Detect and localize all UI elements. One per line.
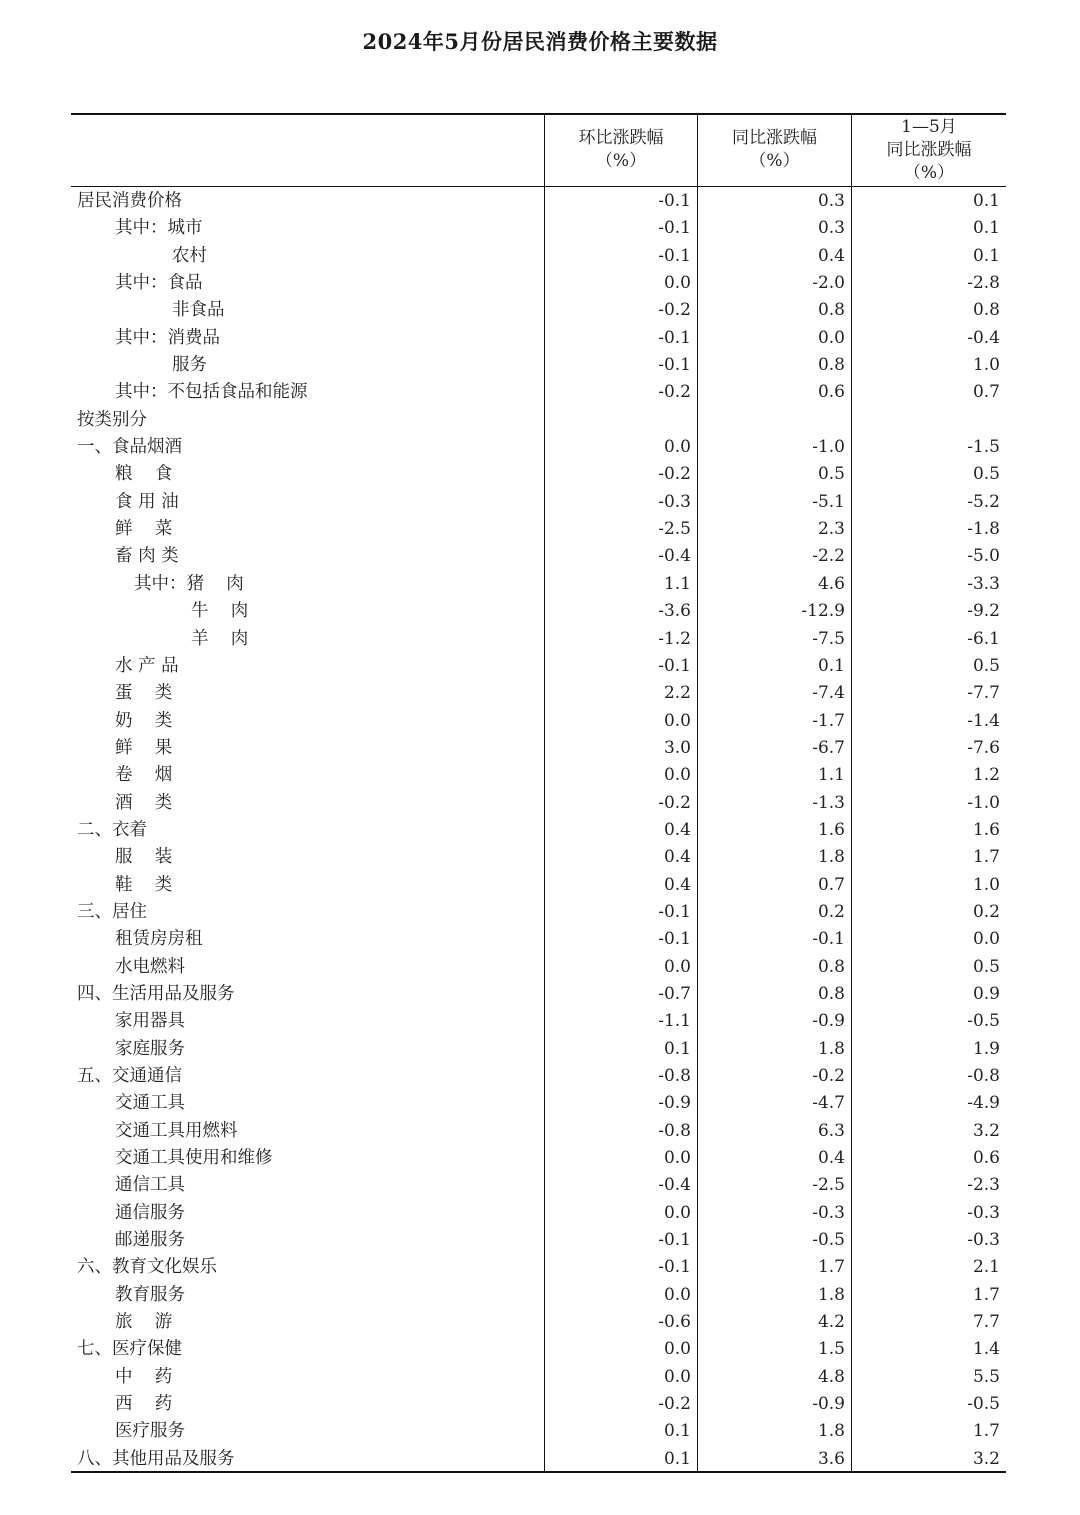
row-yoy-value: 4.6 [817, 573, 845, 594]
row-label: 五、交通通信 [77, 1066, 182, 1086]
row-ytd-value: -1.8 [967, 519, 1000, 540]
row-ytd-value: -2.8 [967, 273, 1000, 294]
row-label: 水电燃料 [115, 956, 185, 977]
row-mom-value: -0.2 [658, 792, 691, 813]
row-yoy-value: 0.8 [817, 355, 845, 376]
table-row [71, 1008, 1006, 1035]
row-yoy-value: -1.7 [812, 710, 845, 731]
table-row [71, 598, 1006, 625]
row-ytd-value: 1.7 [972, 1421, 1000, 1442]
row-mom-value: -0.1 [658, 191, 691, 211]
row-label: 旅 游 [115, 1312, 173, 1333]
row-mom-value: 0.4 [663, 874, 691, 895]
table-row [71, 1172, 1006, 1199]
row-yoy-value: 4.8 [817, 1366, 845, 1387]
table-header-rule [71, 186, 1006, 187]
row-label: 粮 食 [115, 464, 173, 485]
table-row [71, 516, 1006, 543]
table-row [71, 1118, 1006, 1145]
row-mom-value: 0.0 [663, 1284, 691, 1305]
page-title: 2024年5月份居民消费价格主要数据 [362, 29, 718, 54]
row-label: 交通工具 [115, 1093, 185, 1114]
table-row [71, 926, 1006, 953]
row-mom-value: -0.1 [658, 901, 691, 922]
table-row [71, 899, 1006, 926]
row-mom-value: 0.0 [663, 765, 691, 786]
row-ytd-value: 0.1 [972, 218, 1000, 239]
row-label: 七、医疗保健 [77, 1339, 182, 1360]
row-label: 中 药 [115, 1366, 173, 1387]
header-ytd-unit: （%） [903, 162, 955, 183]
row-ytd-value: 1.9 [972, 1038, 1000, 1059]
table-row [71, 626, 1006, 653]
table-row [71, 708, 1006, 735]
row-label: 牛 肉 [191, 601, 249, 622]
row-label: 非食品 [172, 300, 225, 321]
row-yoy-value: 4.2 [817, 1312, 845, 1333]
table-row [71, 1090, 1006, 1117]
table-row [71, 1227, 1006, 1254]
row-ytd-value: -1.4 [967, 710, 1000, 731]
row-label: 其中：城市 [115, 218, 203, 239]
row-ytd-value: 0.0 [972, 929, 1000, 950]
row-yoy-value: 0.4 [817, 1148, 845, 1169]
row-mom-value: -0.1 [658, 655, 691, 676]
table-row [71, 1254, 1006, 1281]
row-ytd-value: 1.6 [972, 819, 1000, 840]
table-row [71, 215, 1006, 242]
row-label: 邮递服务 [115, 1230, 185, 1251]
row-yoy-value: 0.7 [817, 874, 845, 895]
table-row [71, 1063, 1006, 1090]
table-row [71, 1446, 1006, 1473]
row-label: 鲜 菜 [115, 519, 173, 540]
row-ytd-value: 0.7 [972, 382, 1000, 403]
row-label: 鲜 果 [115, 737, 173, 758]
table-row [71, 407, 1006, 434]
row-mom-value: 1.1 [663, 573, 691, 594]
table-row [71, 1336, 1006, 1363]
row-label: 畜 肉 类 [115, 546, 179, 567]
row-ytd-value: 0.5 [972, 956, 1000, 977]
table-row [71, 571, 1006, 598]
row-yoy-value: 1.1 [817, 765, 845, 786]
row-yoy-value: -6.7 [812, 737, 845, 758]
row-ytd-value: 1.7 [972, 847, 1000, 868]
row-label: 服 装 [115, 847, 173, 868]
row-mom-value: -0.8 [658, 1066, 691, 1086]
row-mom-value: -0.1 [658, 929, 691, 950]
row-label: 其中：消费品 [115, 327, 220, 348]
row-ytd-value: 7.7 [972, 1312, 1000, 1333]
row-mom-value: -2.5 [658, 519, 691, 540]
table-row [71, 188, 1006, 215]
row-yoy-value: 1.5 [817, 1339, 845, 1360]
row-yoy-value: -0.9 [812, 1394, 845, 1415]
table-body [71, 188, 1006, 1473]
row-ytd-value: 5.5 [972, 1366, 1000, 1387]
row-ytd-value: 2.1 [972, 1257, 1000, 1278]
table-row [71, 1309, 1006, 1336]
header-mom-unit: （%） [595, 151, 647, 171]
table-row [71, 270, 1006, 297]
table-row [71, 434, 1006, 461]
table-row [71, 379, 1006, 406]
row-mom-value: -1.1 [658, 1011, 691, 1032]
row-label: 蛋 类 [115, 683, 173, 704]
table-row [71, 1364, 1006, 1391]
row-yoy-value [698, 407, 845, 434]
row-label: 通信工具 [115, 1175, 185, 1196]
table-row [71, 653, 1006, 680]
row-label: 居民消费价格 [77, 191, 182, 211]
row-ytd-value: -1.0 [967, 792, 1000, 813]
row-mom-value: -0.1 [658, 1230, 691, 1251]
row-mom-value: -0.1 [658, 1257, 691, 1278]
row-mom-value: 0.0 [663, 1202, 691, 1223]
table-row [71, 325, 1006, 352]
row-yoy-value: -2.5 [812, 1175, 845, 1196]
row-yoy-value: -0.5 [812, 1230, 845, 1251]
row-yoy-value: -12.9 [801, 601, 845, 622]
row-yoy-value: -0.9 [812, 1011, 845, 1032]
table-row [71, 1036, 1006, 1063]
row-yoy-value: 0.6 [817, 382, 845, 403]
table-row [71, 1145, 1006, 1172]
row-yoy-value: 1.8 [817, 1038, 845, 1059]
row-mom-value: 0.0 [663, 1339, 691, 1360]
table-row [71, 981, 1006, 1008]
row-yoy-value: -1.3 [812, 792, 845, 813]
row-ytd-value: 0.9 [972, 983, 1000, 1004]
row-ytd-value: -0.5 [967, 1394, 1000, 1415]
row-mom-value: 0.1 [663, 1448, 691, 1469]
row-ytd-value [852, 407, 1000, 434]
row-ytd-value: -3.3 [967, 573, 1000, 594]
row-mom-value: -0.9 [658, 1093, 691, 1114]
header-ytd [852, 114, 1006, 186]
row-yoy-value: 1.8 [817, 847, 845, 868]
table-row [71, 954, 1006, 981]
header-yoy-line: 同比涨跌幅 [732, 128, 817, 148]
row-mom-value [545, 407, 691, 434]
row-label: 四、生活用品及服务 [77, 983, 235, 1004]
row-mom-value: 0.0 [663, 437, 691, 458]
row-ytd-value: 0.5 [972, 464, 1000, 485]
table-row [71, 790, 1006, 817]
row-mom-value: -0.6 [658, 1312, 691, 1333]
row-mom-value: -0.1 [658, 355, 691, 376]
row-yoy-value: -7.5 [812, 628, 845, 649]
row-label: 其中：食品 [115, 273, 203, 294]
row-ytd-value: 3.2 [972, 1448, 1000, 1469]
row-label: 食 用 油 [115, 491, 179, 512]
row-mom-value: -0.2 [658, 300, 691, 321]
row-ytd-value: -0.5 [967, 1011, 1000, 1032]
row-ytd-value: 1.0 [972, 874, 1000, 895]
row-ytd-value: -5.2 [967, 491, 1000, 512]
row-mom-value: -0.1 [658, 218, 691, 239]
row-ytd-value: -7.7 [967, 683, 1000, 704]
row-yoy-value: 0.5 [817, 464, 845, 485]
row-yoy-value: -4.7 [812, 1093, 845, 1114]
table-row [71, 243, 1006, 270]
row-label: 医疗服务 [115, 1421, 185, 1442]
row-mom-value: -0.8 [658, 1120, 691, 1141]
row-ytd-value: -1.5 [967, 437, 1000, 458]
header-mom [545, 114, 697, 186]
row-mom-value: -0.4 [658, 1175, 691, 1196]
row-mom-value: 3.0 [663, 737, 691, 758]
row-ytd-value: -7.6 [967, 737, 1000, 758]
row-yoy-value: -2.0 [812, 273, 845, 294]
row-ytd-value: 1.4 [972, 1339, 1000, 1360]
row-ytd-value: -2.3 [967, 1175, 1000, 1196]
row-label: 三、居住 [77, 901, 147, 922]
row-ytd-value: 1.2 [972, 765, 1000, 786]
row-ytd-value: 0.2 [972, 901, 1000, 922]
row-label: 西 药 [115, 1394, 173, 1415]
row-yoy-value: 0.2 [817, 901, 845, 922]
table-row [71, 297, 1006, 324]
header-yoy [698, 114, 851, 186]
table-row [71, 1391, 1006, 1418]
row-yoy-value: 0.3 [817, 218, 845, 239]
row-ytd-value: 0.6 [972, 1148, 1000, 1169]
row-yoy-value: -2.2 [812, 546, 845, 567]
row-label: 其中：不包括食品和能源 [115, 382, 308, 403]
row-yoy-value: 0.3 [817, 191, 845, 211]
row-label: 交通工具用燃料 [115, 1120, 238, 1141]
row-label: 家庭服务 [115, 1038, 185, 1059]
row-label: 农村 [172, 245, 207, 266]
row-ytd-value: 0.5 [972, 655, 1000, 676]
row-mom-value: -0.3 [658, 491, 691, 512]
row-ytd-value: -0.8 [967, 1066, 1000, 1086]
row-label: 一、食品烟酒 [77, 437, 182, 458]
row-yoy-value: 0.1 [817, 655, 845, 676]
row-label: 鞋 类 [115, 874, 173, 895]
row-label: 八、其他用品及服务 [77, 1448, 235, 1469]
row-ytd-value: 0.1 [972, 191, 1000, 211]
header-ytd-period: 1—5月 [901, 116, 957, 137]
row-mom-value: 0.4 [663, 847, 691, 868]
row-ytd-value: -0.3 [967, 1202, 1000, 1223]
row-ytd-value: -4.9 [967, 1093, 1000, 1114]
row-yoy-value: 1.6 [817, 819, 845, 840]
table-row [71, 461, 1006, 488]
table-row [71, 543, 1006, 570]
row-ytd-value: -6.1 [967, 628, 1000, 649]
row-yoy-value: 0.8 [817, 956, 845, 977]
table-row [71, 844, 1006, 871]
row-mom-value: -0.1 [658, 327, 691, 348]
table-row [71, 352, 1006, 379]
table-row [71, 1418, 1006, 1445]
row-yoy-value: 1.8 [817, 1421, 845, 1442]
row-yoy-value: -0.2 [812, 1066, 845, 1086]
row-label: 通信服务 [115, 1202, 185, 1223]
header-yoy-unit: （%） [749, 151, 800, 171]
row-yoy-value: -0.3 [812, 1202, 845, 1223]
row-label: 按类别分 [77, 409, 147, 430]
row-ytd-value: 1.7 [972, 1284, 1000, 1305]
table-row [71, 817, 1006, 844]
row-yoy-value: 0.4 [817, 245, 845, 266]
row-ytd-value: -0.4 [967, 327, 1000, 348]
row-mom-value: -3.6 [658, 601, 691, 622]
row-ytd-value: -0.3 [967, 1230, 1000, 1251]
row-label: 酒 类 [115, 792, 173, 813]
row-mom-value: -1.2 [658, 628, 691, 649]
row-label: 水 产 品 [115, 655, 179, 676]
row-yoy-value: 0.8 [817, 983, 845, 1004]
row-yoy-value: -1.0 [812, 437, 845, 458]
table-row [71, 489, 1006, 516]
row-yoy-value: 6.3 [817, 1120, 845, 1141]
row-ytd-value: 0.1 [972, 245, 1000, 266]
row-mom-value: -0.2 [658, 464, 691, 485]
row-mom-value: 0.4 [663, 819, 691, 840]
row-mom-value: 0.0 [663, 956, 691, 977]
row-mom-value: 0.1 [663, 1421, 691, 1442]
table-row [71, 680, 1006, 707]
row-mom-value: 2.2 [663, 683, 691, 704]
row-yoy-value: -5.1 [812, 491, 845, 512]
row-mom-value: 0.0 [663, 273, 691, 294]
row-ytd-value: 3.2 [972, 1120, 1000, 1141]
row-mom-value: -0.7 [658, 983, 691, 1004]
table-row [71, 1282, 1006, 1309]
row-label: 租赁房房租 [115, 929, 203, 950]
row-mom-value: -0.4 [658, 546, 691, 567]
row-mom-value: 0.0 [663, 1366, 691, 1387]
header-ytd-line: 同比涨跌幅 [886, 139, 972, 160]
row-label: 其中：猪 肉 [134, 573, 244, 594]
row-label: 羊 肉 [191, 628, 249, 649]
row-yoy-value: 2.3 [817, 519, 845, 540]
row-label: 教育服务 [115, 1284, 185, 1305]
row-yoy-value: -7.4 [812, 683, 845, 704]
header-mom-line: 环比涨跌幅 [578, 128, 664, 148]
row-mom-value: 0.1 [663, 1038, 691, 1059]
row-yoy-value: 1.7 [817, 1257, 845, 1278]
row-label: 卷 烟 [115, 765, 173, 786]
row-ytd-value: -9.2 [967, 601, 1000, 622]
row-mom-value: 0.0 [663, 710, 691, 731]
table-row [71, 1200, 1006, 1227]
row-label: 服务 [172, 355, 207, 376]
table-row [71, 872, 1006, 899]
row-label: 奶 类 [115, 710, 173, 731]
row-label: 六、教育文化娱乐 [77, 1257, 217, 1278]
row-mom-value: -0.2 [658, 382, 691, 403]
row-label: 交通工具使用和维修 [115, 1148, 273, 1169]
row-ytd-value: 0.8 [972, 300, 1000, 321]
row-label: 二、衣着 [77, 819, 147, 840]
row-yoy-value: 3.6 [817, 1448, 845, 1469]
row-mom-value: 0.0 [663, 1148, 691, 1169]
row-ytd-value: 1.0 [972, 355, 1000, 376]
table-row [71, 762, 1006, 789]
row-yoy-value: 0.0 [817, 327, 845, 348]
row-yoy-value: 1.8 [817, 1284, 845, 1305]
row-mom-value: -0.1 [658, 245, 691, 266]
table-row [71, 735, 1006, 762]
row-yoy-value: 0.8 [817, 300, 845, 321]
row-yoy-value: -0.1 [812, 929, 845, 950]
row-label: 家用器具 [115, 1011, 185, 1032]
row-ytd-value: -5.0 [967, 546, 1000, 567]
row-mom-value: -0.2 [658, 1394, 691, 1415]
